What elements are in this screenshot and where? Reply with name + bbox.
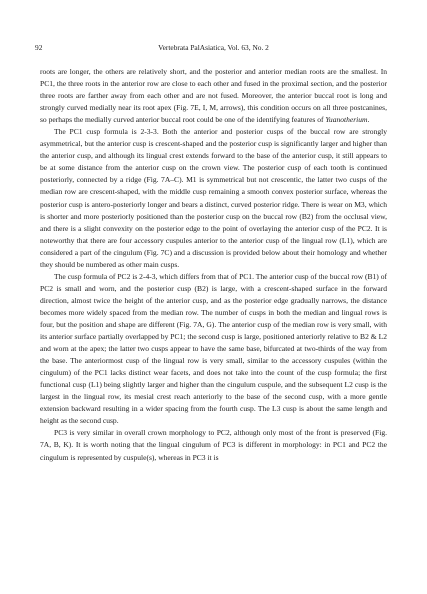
paragraph-pc2-cusp-formula: The cusp formula of PC2 is 2-4-3, which differs from that of PC1. The anterior cusp of the buccal row (B1) of PC2 is small and worn, and the posterior cusp (B2) is large, with a crescent-shaped surface in the forward direction, almost twice the height of the anterior cusp, and as the posterior edge gradually narrows, the distance becomes more widely spaced from the median row. The number of cusps in both the median and lingual rows is four, but the position and shape are different (Fig. 7A, G). The anterior cusp of the median row is very small, with its anterior surface partially overlapped by PC1; the second cusp is large, positioned anteriorly relative to B2 & L2 and worn at the apex; the latter two cusps appear to have the same base, bifurcated at two-thirds of the way from the base. The anteriormost cusp of the lingual row is very small, similar to the accessory cuspules (within the cingulum) of the PC1 lacks distinct wear facets, and does not take into the count of the cusp formula; the first functional cusp (L1) being slightly larger and higher than the cingulum cuspule, and the subsequent L2 cusp is the largest in the lingual row, its mesial crest reach anteriorly to the base of the second cusp, with a more gentle extension backward resulting in a wider spacing from the fourth cusp. The L3 cusp is about the same length and height as the second cusp.: [40, 271, 387, 426]
article-body: [40, 66, 387, 464]
paragraph-roots-text: roots are longer, the others are relatively short, and the posterior and anterior median roots are the smallest. In PC1, the three roots in the anterior row are close to each other and fused in the proximal section, and the posterior three roots are farther away from each other and are not fused. Moreover, the anterior buccal root is long and strongly curved medially near its root apex (Fig. 7E, I, M, arrows), this condition occurs on all three postcanines, so perhaps the medially curved anterior buccal root could be one of the identifying features of: [40, 67, 387, 125]
paragraph-roots: [40, 66, 387, 126]
paragraph-pc3-morphology: PC3 is very similar in overall crown morphology to PC2, although only most of the front is preserved (Fig. 7A, B, K). It is worth noting that the lingual cingulum of PC3 is different in morphology: in PC1 and PC2 the cingulum is represented by cuspule(s), whereas in PC3 it is: [40, 428, 387, 462]
paragraph-roots-end: .: [367, 115, 370, 125]
journal-title: Vertebrata PalAsiatica, Vol. 63, No. 2: [158, 43, 269, 52]
page-number: 92: [35, 43, 43, 52]
taxon-name: Yuanotherium: [325, 115, 368, 125]
running-header: [35, 42, 392, 54]
paragraph-pc1-cusp-formula: The PC1 cusp formula is 2-3-3. Both the anterior and posterior cusps of the buccal row are strongly asymmetrical, but the anterior cusp is crescent-shaped and the posterior cusp is significantly larger and higher than the anterior cusp, and although its lingual crest extends forward to the base of the anterior cusp, it still appears to be at some distance from the anterior cusp on the crown view. The posterior cusp of each tooth is continued posteriorly, connected by a ridge (Fig. 7A–C). M1 is symmetrical but not crescentic, the latter two cusps of the median row are crescent-shaped, with the middle cusp remaining a smooth convex posterior surface, whereas the posterior cusp is antero-posteriorly longer and bears a distinct, curved posterior ridge. There is wear on M3, which is shorter and more posteriorly positioned than the posterior cusp on the buccal row (B2) from the occlusal view, and there is a slight convexity on the posterior edge to the point of overlaying the anterior cusp of the PC2. It is noteworthy that there are four accessory cuspules anterior to the anterior cusp of the lingual row (L1), which are considered a part of the cingulum (Fig. 7C) and a discussion is provided below about their homology and whether they should be numbered as other main cusps.: [40, 127, 387, 269]
